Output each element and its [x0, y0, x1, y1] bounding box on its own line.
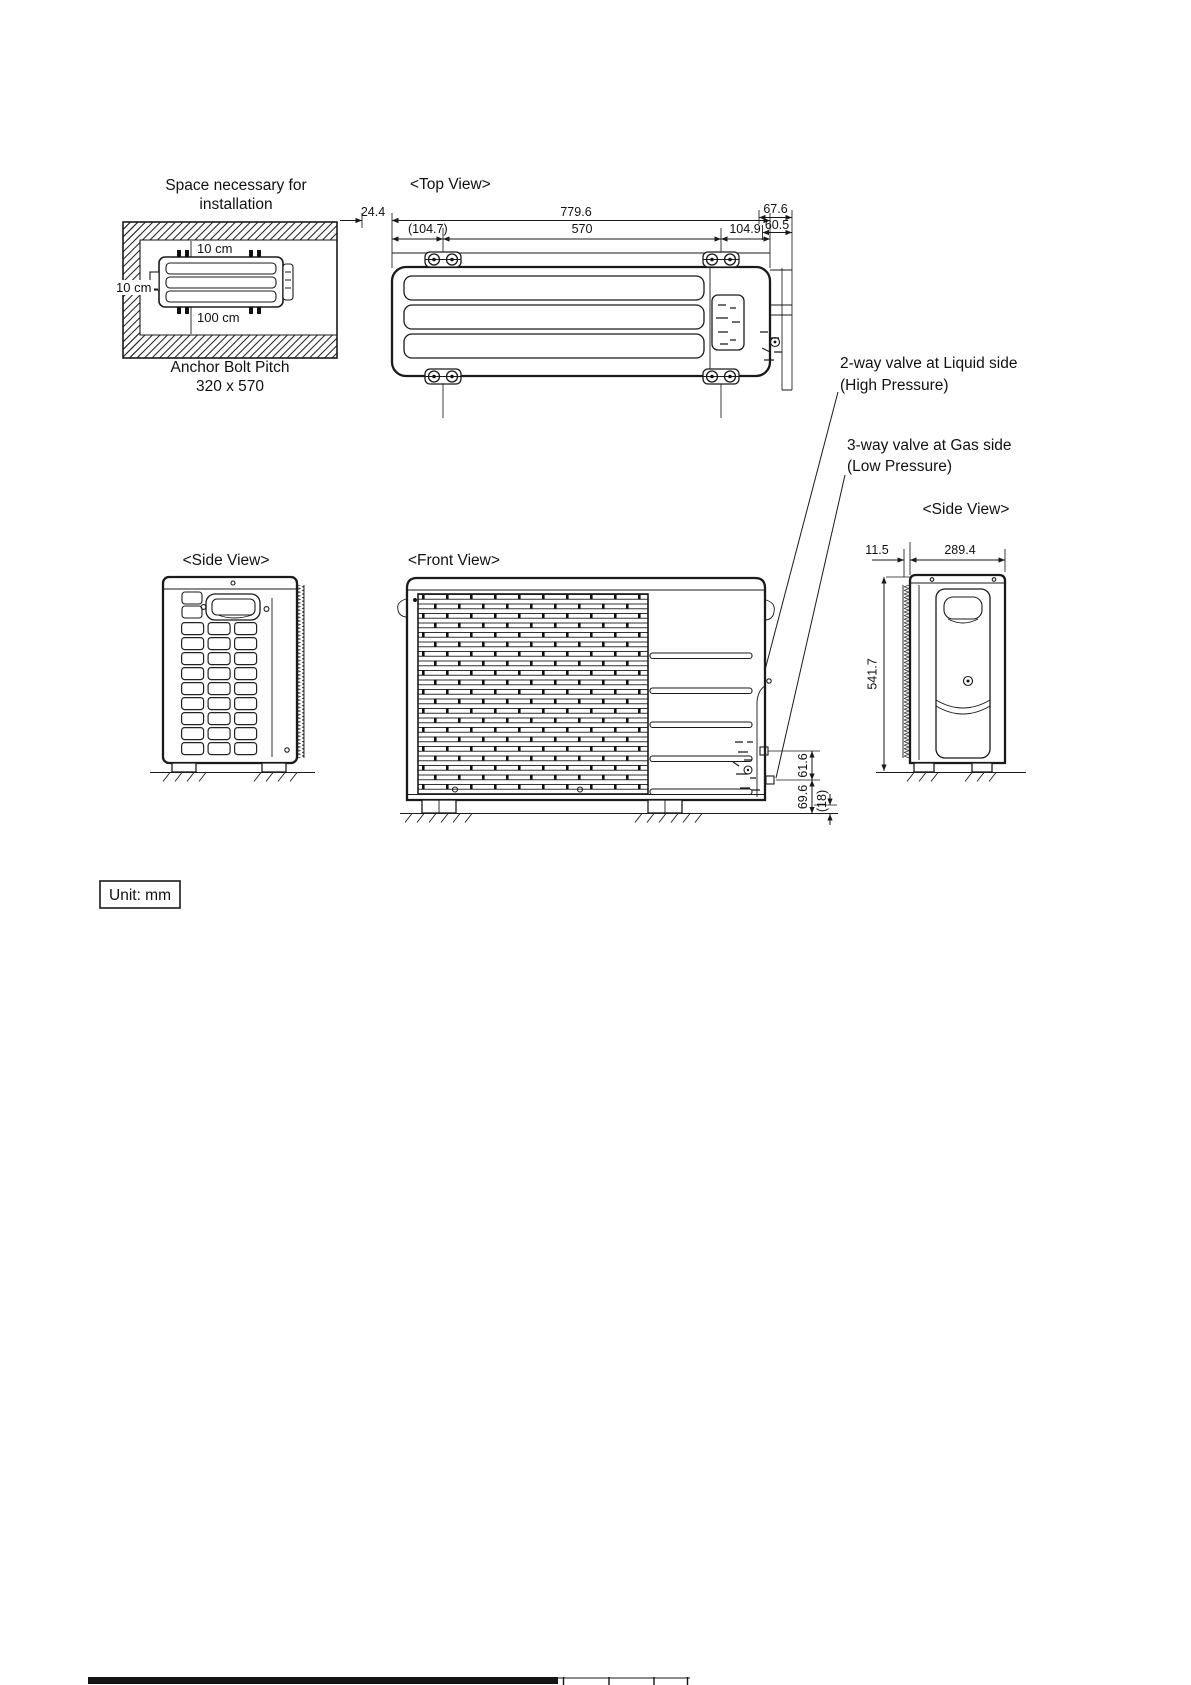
dim-foot-pitch: 570 — [571, 222, 593, 236]
dim-valve-height: 69.6 — [796, 784, 810, 810]
three-way-valve-label-line2: (Low Pressure) — [847, 458, 953, 475]
dim-fin-offset: 11.5 — [865, 543, 889, 557]
anchor-foot — [249, 307, 261, 314]
mounting-foot — [425, 369, 461, 384]
side-slat — [650, 756, 752, 762]
fan-grille — [418, 594, 648, 794]
anchor-foot — [249, 250, 261, 257]
dim-valve-pitch: 61.6 — [796, 753, 810, 778]
unit-note — [100, 881, 180, 908]
vent-grid — [181, 622, 260, 756]
side-slat — [650, 688, 752, 694]
side-view-right — [865, 501, 1026, 782]
mounting-foot — [703, 369, 739, 384]
anchor-foot — [177, 307, 189, 314]
dim-right-foot: 104.9 — [729, 222, 761, 236]
foot — [172, 763, 196, 772]
installation-title-line1: Space necessary for — [165, 177, 307, 194]
dim-left-foot: (104.7) — [408, 222, 448, 236]
dim-right-outer: 67.6 — [763, 202, 788, 216]
clearance-front-label: 100 cm — [197, 310, 240, 325]
anchor-foot — [177, 250, 189, 257]
side-view-right-title: <Side View> — [922, 501, 1010, 518]
top-view — [340, 176, 792, 418]
unit-note-label: Unit: mm — [109, 887, 171, 904]
wall-hatch-top — [123, 222, 337, 240]
top-slat — [404, 276, 704, 300]
right-hook — [766, 600, 774, 620]
foot — [972, 763, 992, 772]
top-slat — [404, 305, 704, 329]
anchor-bolt-pitch-label: Anchor Bolt Pitch — [170, 359, 290, 376]
table-border-bar — [88, 1677, 558, 1684]
carry-handle-grip — [212, 599, 255, 615]
front-view — [398, 552, 838, 825]
dim-right-inner: 60.5 — [764, 218, 790, 232]
side-view-left-title: <Side View> — [182, 552, 270, 569]
foot — [914, 763, 934, 772]
side-slat — [650, 722, 752, 728]
mounting-foot — [703, 252, 739, 267]
side-slat — [650, 789, 752, 795]
dim-height: 541.7 — [865, 658, 880, 690]
dim-base-height: (18) — [815, 789, 829, 813]
mounting-foot — [425, 252, 461, 267]
three-way-leader-line — [776, 475, 845, 778]
dim-left-gap: 24.4 — [360, 205, 386, 219]
side-right-body — [910, 575, 1005, 763]
two-way-valve-label-line1: 2-way valve at Liquid side — [840, 355, 1018, 372]
front-view-title: <Front View> — [408, 552, 500, 569]
installation-title-line2: installation — [199, 196, 273, 213]
foot — [262, 763, 286, 772]
two-way-valve-label-line2: (High Pressure) — [840, 377, 949, 394]
installation-space-diagram — [114, 177, 337, 395]
dim-depth: 289.4 — [944, 543, 976, 557]
wall-hatch-bottom — [123, 335, 337, 358]
side-slat — [650, 653, 752, 659]
dim-overall-width: 779.6 — [560, 205, 592, 219]
clearance-left-label: 10 cm — [116, 280, 152, 295]
top-slat — [404, 334, 704, 358]
vent-cell — [182, 592, 202, 604]
clearance-top-label: 10 cm — [197, 241, 233, 256]
anchor-bolt-pitch-value: 320 x 570 — [195, 378, 265, 395]
left-hook — [398, 599, 406, 617]
installation-unit-topview — [150, 250, 293, 314]
three-way-valve-label-line1: 3-way valve at Gas side — [847, 437, 1012, 454]
vent-cell — [182, 606, 202, 618]
top-view-title: <Top View> — [410, 176, 491, 193]
page-bottom-table-edge — [88, 1677, 690, 1685]
side-view-left — [150, 552, 315, 782]
